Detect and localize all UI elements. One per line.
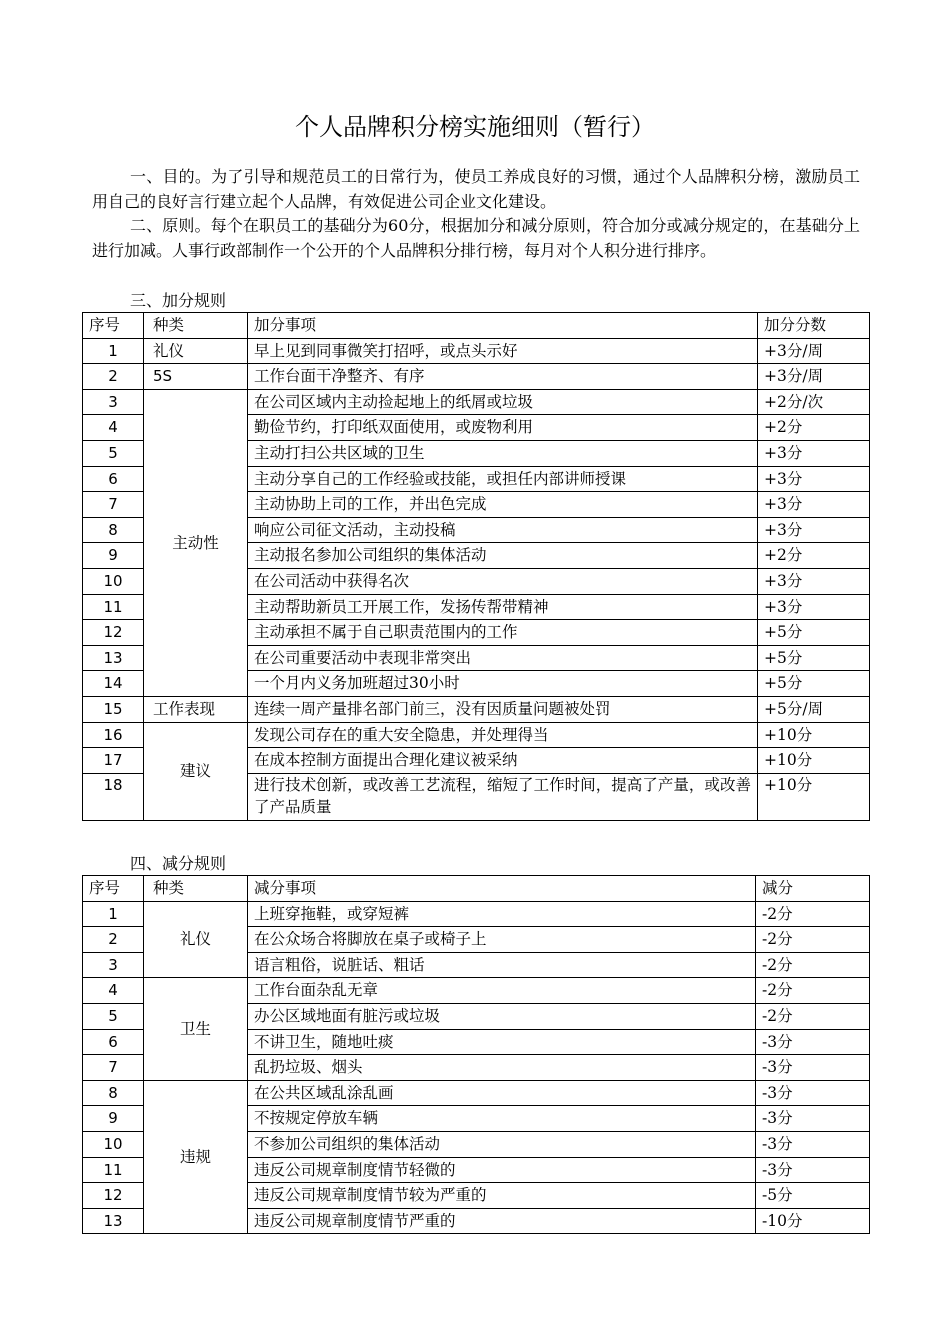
row-no: 2 xyxy=(83,927,144,953)
row-score: +10分 xyxy=(758,722,870,748)
row-score: +3分 xyxy=(758,594,870,620)
row-score: +3分 xyxy=(758,568,870,594)
row-score: -2分 xyxy=(756,927,870,953)
row-score: -3分 xyxy=(756,1131,870,1157)
row-score: +5分 xyxy=(758,645,870,671)
row-item: 主动帮助新员工开展工作，发扬传帮带精神 xyxy=(248,594,758,620)
header-no: 序号 xyxy=(83,313,144,339)
header-score: 加分分数 xyxy=(758,313,870,339)
row-item: 工作台面干净整齐、有序 xyxy=(248,364,758,390)
row-no: 1 xyxy=(83,338,144,364)
row-score: +2分/次 xyxy=(758,389,870,415)
header-score: 减分 xyxy=(756,876,870,902)
row-item: 早上见到同事微笑打招呼，或点头示好 xyxy=(248,338,758,364)
row-category: 礼仪 xyxy=(144,338,248,364)
row-item: 不讲卫生，随地吐痰 xyxy=(248,1029,756,1055)
row-category: 违规 xyxy=(144,1080,248,1234)
deduct-rules-table xyxy=(82,875,870,1234)
table-header-row xyxy=(83,876,870,902)
row-score: -3分 xyxy=(756,1029,870,1055)
row-score: -2分 xyxy=(756,1003,870,1029)
row-no: 10 xyxy=(83,568,144,594)
header-no: 序号 xyxy=(83,876,144,902)
row-no: 12 xyxy=(83,620,144,646)
row-no: 3 xyxy=(83,389,144,415)
purpose-paragraph: 一、目的。为了引导和规范员工的日常行为，使员工养成良好的习惯，通过个人品牌积分榜，激励员工用自己的良好言行建立起个人品牌，有效促进公司企业文化建设。 xyxy=(92,167,860,211)
row-item: 工作台面杂乱无章 xyxy=(248,978,756,1004)
row-item: 进行技术创新，或改善工艺流程，缩短了工作时间，提高了产量，或改善了产品质量 xyxy=(248,773,758,820)
row-no: 1 xyxy=(83,901,144,927)
table-row xyxy=(83,978,870,1004)
row-item: 违反公司规章制度情节严重的 xyxy=(248,1208,756,1234)
table-row xyxy=(83,389,870,415)
row-score: -5分 xyxy=(756,1183,870,1209)
row-score: -10分 xyxy=(756,1208,870,1234)
row-score: +5分 xyxy=(758,671,870,697)
row-no: 6 xyxy=(83,466,144,492)
deduct-rules-heading: 四、减分规则 xyxy=(130,854,227,873)
row-score: +5分 xyxy=(758,620,870,646)
row-no: 9 xyxy=(83,543,144,569)
row-category: 卫生 xyxy=(144,978,248,1080)
header-category: 种类 xyxy=(144,876,248,902)
row-item: 发现公司存在的重大安全隐患，并处理得当 xyxy=(248,722,758,748)
row-item: 连续一周产量排名部门前三，没有因质量问题被处罚 xyxy=(248,696,758,722)
row-item: 在成本控制方面提出合理化建议被采纳 xyxy=(248,748,758,774)
row-no: 10 xyxy=(83,1131,144,1157)
row-no: 17 xyxy=(83,748,144,774)
table-row xyxy=(83,1080,870,1106)
row-no: 13 xyxy=(83,1208,144,1234)
add-rules-table xyxy=(82,312,870,821)
row-no: 13 xyxy=(83,645,144,671)
table-row xyxy=(83,901,870,927)
header-item: 加分事项 xyxy=(248,313,758,339)
document-title: 个人品牌积分榜实施细则（暂行） xyxy=(295,113,655,141)
table-row xyxy=(83,338,870,364)
row-score: -2分 xyxy=(756,901,870,927)
row-item: 一个月内义务加班超过30小时 xyxy=(248,671,758,697)
row-no: 3 xyxy=(83,952,144,978)
row-no: 15 xyxy=(83,696,144,722)
row-item: 勤俭节约，打印纸双面使用，或废物利用 xyxy=(248,415,758,441)
row-score: -3分 xyxy=(756,1055,870,1081)
row-no: 9 xyxy=(83,1106,144,1132)
row-score: +3分/周 xyxy=(758,364,870,390)
row-item: 主动协助上司的工作，并出色完成 xyxy=(248,492,758,518)
row-item: 乱扔垃圾、烟头 xyxy=(248,1055,756,1081)
table-header-row xyxy=(83,313,870,339)
row-score: -3分 xyxy=(756,1106,870,1132)
row-no: 8 xyxy=(83,517,144,543)
row-item: 办公区域地面有脏污或垃圾 xyxy=(248,1003,756,1029)
row-category: 礼仪 xyxy=(144,901,248,978)
row-score: -3分 xyxy=(756,1157,870,1183)
table-row xyxy=(83,364,870,390)
row-no: 18 xyxy=(83,773,144,820)
row-item: 主动分享自己的工作经验或技能，或担任内部讲师授课 xyxy=(248,466,758,492)
row-no: 14 xyxy=(83,671,144,697)
row-no: 5 xyxy=(83,440,144,466)
row-no: 12 xyxy=(83,1183,144,1209)
row-item: 不参加公司组织的集体活动 xyxy=(248,1131,756,1157)
row-score: +2分 xyxy=(758,543,870,569)
row-no: 6 xyxy=(83,1029,144,1055)
row-category: 主动性 xyxy=(144,389,248,696)
row-score: -2分 xyxy=(756,978,870,1004)
row-no: 16 xyxy=(83,722,144,748)
row-item: 在公司区域内主动捡起地上的纸屑或垃圾 xyxy=(248,389,758,415)
row-no: 7 xyxy=(83,492,144,518)
row-category: 工作表现 xyxy=(144,696,248,722)
row-no: 11 xyxy=(83,594,144,620)
row-no: 2 xyxy=(83,364,144,390)
table-row xyxy=(83,696,870,722)
row-no: 5 xyxy=(83,1003,144,1029)
row-item: 语言粗俗，说脏话、粗话 xyxy=(248,952,756,978)
principle-paragraph: 二、原则。每个在职员工的基础分为60分，根据加分和减分原则，符合加分或减分规定的，在基础分上进行加减。人事行政部制作一个公开的个人品牌积分排行榜，每月对个人积分进行排序。 xyxy=(92,216,860,260)
row-item: 在公众场合将脚放在桌子或椅子上 xyxy=(248,927,756,953)
row-item: 主动打扫公共区域的卫生 xyxy=(248,440,758,466)
row-score: -2分 xyxy=(756,952,870,978)
row-score: -3分 xyxy=(756,1080,870,1106)
row-no: 8 xyxy=(83,1080,144,1106)
row-no: 4 xyxy=(83,978,144,1004)
row-score: +10分 xyxy=(758,748,870,774)
row-category: 建议 xyxy=(144,722,248,820)
row-no: 7 xyxy=(83,1055,144,1081)
row-item: 主动承担不属于自己职责范围内的工作 xyxy=(248,620,758,646)
row-item: 违反公司规章制度情节轻微的 xyxy=(248,1157,756,1183)
row-item: 不按规定停放车辆 xyxy=(248,1106,756,1132)
row-score: +3分 xyxy=(758,440,870,466)
row-item: 上班穿拖鞋，或穿短裤 xyxy=(248,901,756,927)
add-rules-heading: 三、加分规则 xyxy=(130,291,227,310)
row-item: 响应公司征文活动，主动投稿 xyxy=(248,517,758,543)
row-item: 违反公司规章制度情节较为严重的 xyxy=(248,1183,756,1209)
row-no: 11 xyxy=(83,1157,144,1183)
row-score: +2分 xyxy=(758,415,870,441)
row-score: +5分/周 xyxy=(758,696,870,722)
table-row xyxy=(83,722,870,748)
header-item: 减分事项 xyxy=(248,876,756,902)
row-item: 在公司活动中获得名次 xyxy=(248,568,758,594)
row-score: +3分 xyxy=(758,517,870,543)
row-score: +3分/周 xyxy=(758,338,870,364)
row-item: 主动报名参加公司组织的集体活动 xyxy=(248,543,758,569)
header-category: 种类 xyxy=(144,313,248,339)
row-category: 5S xyxy=(144,364,248,390)
row-score: +10分 xyxy=(758,773,870,820)
row-no: 4 xyxy=(83,415,144,441)
row-score: +3分 xyxy=(758,466,870,492)
row-score: +3分 xyxy=(758,492,870,518)
row-item: 在公司重要活动中表现非常突出 xyxy=(248,645,758,671)
row-item: 在公共区域乱涂乱画 xyxy=(248,1080,756,1106)
